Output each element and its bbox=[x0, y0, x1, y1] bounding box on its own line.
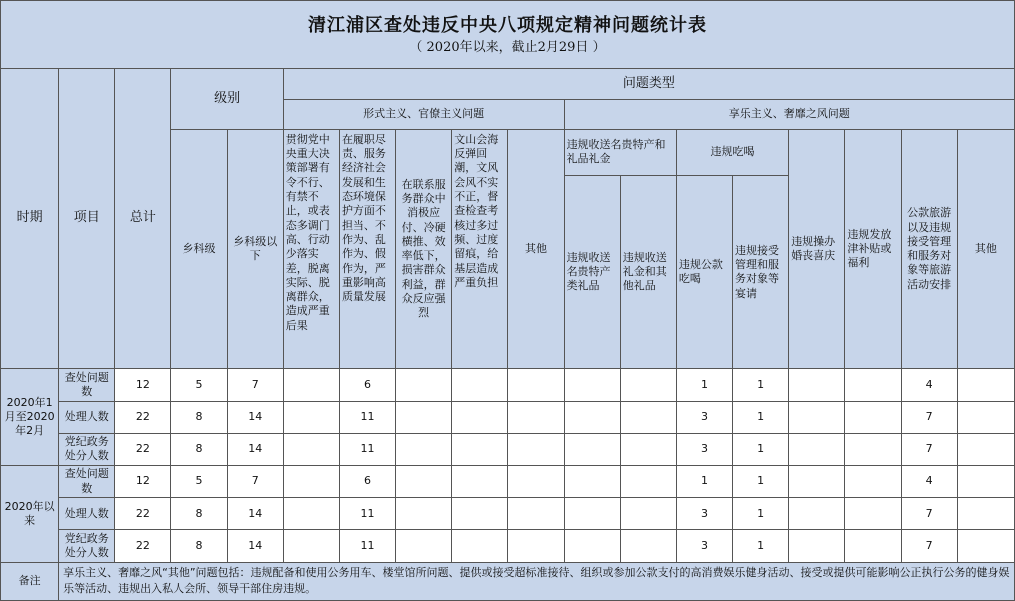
header-hedonism-group: 享乐主义、奢靡之风问题 bbox=[564, 99, 1014, 129]
header-level-xiang: 乡科级 bbox=[171, 129, 227, 369]
cell-f2: 11 bbox=[339, 530, 395, 562]
cell-f5 bbox=[508, 498, 564, 530]
cell-f2: 6 bbox=[339, 369, 395, 401]
cell-h4 bbox=[957, 401, 1014, 433]
cell-h4 bbox=[957, 530, 1014, 562]
cell-f4 bbox=[452, 369, 508, 401]
cell-g1 bbox=[564, 369, 620, 401]
cell-g2 bbox=[620, 401, 676, 433]
cell-h3: 7 bbox=[901, 401, 957, 433]
cell-f4 bbox=[452, 401, 508, 433]
cell-below: 14 bbox=[227, 433, 283, 465]
title-cell bbox=[1, 1, 1015, 69]
cell-e1: 1 bbox=[676, 466, 732, 498]
header-allowance: 违规发放津补贴或福利 bbox=[845, 129, 901, 369]
cell-f5 bbox=[508, 530, 564, 562]
cell-total: 22 bbox=[115, 433, 171, 465]
cell-xiang: 8 bbox=[171, 498, 227, 530]
cell-h2 bbox=[845, 466, 901, 498]
header-formalism-1: 贯彻党中央重大决策部署有令不行、有禁不止，或表态多调门高、行动少落实差，脱离实际、脱离群众，造成严重后果 bbox=[283, 129, 339, 369]
header-travel: 公款旅游以及违规接受管理和服务对象等旅游活动安排 bbox=[901, 129, 957, 369]
cell-h4 bbox=[957, 498, 1014, 530]
note-text: 享乐主义、奢靡之风“其他”问题包括：违规配备和使用公务用车、楼堂馆所问题、提供或接受超标准接待、组织或参加公款支付的高消费娱乐健身活动、接受或提供可能影响公正执行公务的健身娱乐等活动、违规出入私人会所、领导干部住房违规。 bbox=[59, 562, 1015, 600]
cell-h1 bbox=[789, 530, 845, 562]
header-accept-banquet: 违规接受管理和服务对象等宴请 bbox=[733, 176, 789, 369]
cell-h1 bbox=[789, 401, 845, 433]
cell-f4 bbox=[452, 498, 508, 530]
row-item: 党纪政务处分人数 bbox=[59, 433, 115, 465]
cell-h1 bbox=[789, 466, 845, 498]
cell-g2 bbox=[620, 369, 676, 401]
cell-g1 bbox=[564, 401, 620, 433]
cell-g1 bbox=[564, 466, 620, 498]
cell-f4 bbox=[452, 433, 508, 465]
cell-h4 bbox=[957, 369, 1014, 401]
cell-f3 bbox=[396, 530, 452, 562]
header-level-below: 乡科级以下 bbox=[227, 129, 283, 369]
cell-f1 bbox=[283, 466, 339, 498]
cell-f2: 11 bbox=[339, 401, 395, 433]
cell-g2 bbox=[620, 433, 676, 465]
cell-f1 bbox=[283, 530, 339, 562]
cell-f1 bbox=[283, 401, 339, 433]
table-title: 清江浦区查处违反中央八项规定精神问题统计表 bbox=[308, 15, 707, 37]
header-formalism-other: 其他 bbox=[508, 129, 564, 369]
cell-h1 bbox=[789, 433, 845, 465]
cell-xiang: 8 bbox=[171, 433, 227, 465]
cell-f3 bbox=[396, 369, 452, 401]
period-cell: 2020年1月至2020年2月 bbox=[1, 369, 59, 466]
cell-g2 bbox=[620, 530, 676, 562]
cell-below: 7 bbox=[227, 466, 283, 498]
cell-f5 bbox=[508, 401, 564, 433]
cell-g1 bbox=[564, 530, 620, 562]
cell-below: 14 bbox=[227, 498, 283, 530]
cell-g2 bbox=[620, 466, 676, 498]
header-gift-specialty: 违规收送名贵特产类礼品 bbox=[564, 176, 620, 369]
cell-e1: 3 bbox=[676, 530, 732, 562]
row-item: 党纪政务处分人数 bbox=[59, 530, 115, 562]
cell-f5 bbox=[508, 433, 564, 465]
cell-f3 bbox=[396, 433, 452, 465]
header-hedonism-other: 其他 bbox=[957, 129, 1014, 369]
cell-e2: 1 bbox=[733, 466, 789, 498]
header-wedding-funeral: 违规操办婚丧喜庆 bbox=[789, 129, 845, 369]
header-item: 项目 bbox=[59, 69, 115, 369]
table-subtitle: （ 2020年以来，截止2月29日 ） bbox=[409, 40, 606, 56]
cell-total: 12 bbox=[115, 369, 171, 401]
cell-f4 bbox=[452, 530, 508, 562]
cell-below: 7 bbox=[227, 369, 283, 401]
cell-h3: 7 bbox=[901, 433, 957, 465]
cell-e1: 3 bbox=[676, 401, 732, 433]
cell-xiang: 8 bbox=[171, 401, 227, 433]
cell-total: 22 bbox=[115, 498, 171, 530]
cell-f5 bbox=[508, 466, 564, 498]
row-item: 处理人数 bbox=[59, 401, 115, 433]
cell-xiang: 5 bbox=[171, 466, 227, 498]
cell-f3 bbox=[396, 466, 452, 498]
cell-total: 22 bbox=[115, 401, 171, 433]
cell-h2 bbox=[845, 369, 901, 401]
cell-f2: 11 bbox=[339, 498, 395, 530]
header-problem-type: 问题类型 bbox=[283, 69, 1014, 99]
cell-f5 bbox=[508, 369, 564, 401]
row-item: 处理人数 bbox=[59, 498, 115, 530]
header-formalism-2: 在履职尽责、服务经济社会发展和生态环境保护方面不担当、不作为、乱作为、假作为，严重影响高质量发展 bbox=[339, 129, 395, 369]
cell-f1 bbox=[283, 369, 339, 401]
cell-h2 bbox=[845, 433, 901, 465]
cell-h4 bbox=[957, 433, 1014, 465]
cell-f1 bbox=[283, 498, 339, 530]
cell-f2: 11 bbox=[339, 433, 395, 465]
cell-total: 22 bbox=[115, 530, 171, 562]
header-formalism-group: 形式主义、官僚主义问题 bbox=[283, 99, 564, 129]
row-item: 查处问题数 bbox=[59, 466, 115, 498]
header-public-dining: 违规公款吃喝 bbox=[676, 176, 732, 369]
cell-h2 bbox=[845, 530, 901, 562]
cell-e1: 3 bbox=[676, 498, 732, 530]
cell-h3: 7 bbox=[901, 530, 957, 562]
cell-h3: 4 bbox=[901, 369, 957, 401]
cell-h1 bbox=[789, 369, 845, 401]
cell-e1: 1 bbox=[676, 369, 732, 401]
header-gift-group: 违规收送名贵特产和礼品礼金 bbox=[564, 129, 676, 175]
cell-g1 bbox=[564, 433, 620, 465]
cell-e2: 1 bbox=[733, 369, 789, 401]
cell-h2 bbox=[845, 401, 901, 433]
header-level: 级别 bbox=[171, 69, 283, 129]
header-period: 时期 bbox=[1, 69, 59, 369]
cell-e1: 3 bbox=[676, 433, 732, 465]
cell-h3: 7 bbox=[901, 498, 957, 530]
cell-e2: 1 bbox=[733, 498, 789, 530]
note-label: 备注 bbox=[1, 562, 59, 600]
cell-e2: 1 bbox=[733, 530, 789, 562]
header-eat-group: 违规吃喝 bbox=[676, 129, 788, 175]
header-formalism-4: 文山会海反弹回潮，文风会风不实不正，督查检查考核过多过频、过度留痕，给基层造成严重负担 bbox=[452, 129, 508, 369]
cell-f3 bbox=[396, 401, 452, 433]
cell-f1 bbox=[283, 433, 339, 465]
cell-below: 14 bbox=[227, 401, 283, 433]
header-formalism-3: 在联系服务群众中消极应付、冷硬横推、效率低下，损害群众利益，群众反应强烈 bbox=[396, 129, 452, 369]
cell-total: 12 bbox=[115, 466, 171, 498]
header-total: 总计 bbox=[115, 69, 171, 369]
row-item: 查处问题数 bbox=[59, 369, 115, 401]
header-gift-money: 违规收送礼金和其他礼品 bbox=[620, 176, 676, 369]
cell-h4 bbox=[957, 466, 1014, 498]
cell-f2: 6 bbox=[339, 466, 395, 498]
cell-e2: 1 bbox=[733, 401, 789, 433]
cell-e2: 1 bbox=[733, 433, 789, 465]
cell-h1 bbox=[789, 498, 845, 530]
cell-h2 bbox=[845, 498, 901, 530]
period-cell: 2020年以来 bbox=[1, 466, 59, 563]
cell-f3 bbox=[396, 498, 452, 530]
cell-xiang: 8 bbox=[171, 530, 227, 562]
cell-f4 bbox=[452, 466, 508, 498]
cell-h3: 4 bbox=[901, 466, 957, 498]
cell-g2 bbox=[620, 498, 676, 530]
cell-below: 14 bbox=[227, 530, 283, 562]
cell-g1 bbox=[564, 498, 620, 530]
cell-xiang: 5 bbox=[171, 369, 227, 401]
